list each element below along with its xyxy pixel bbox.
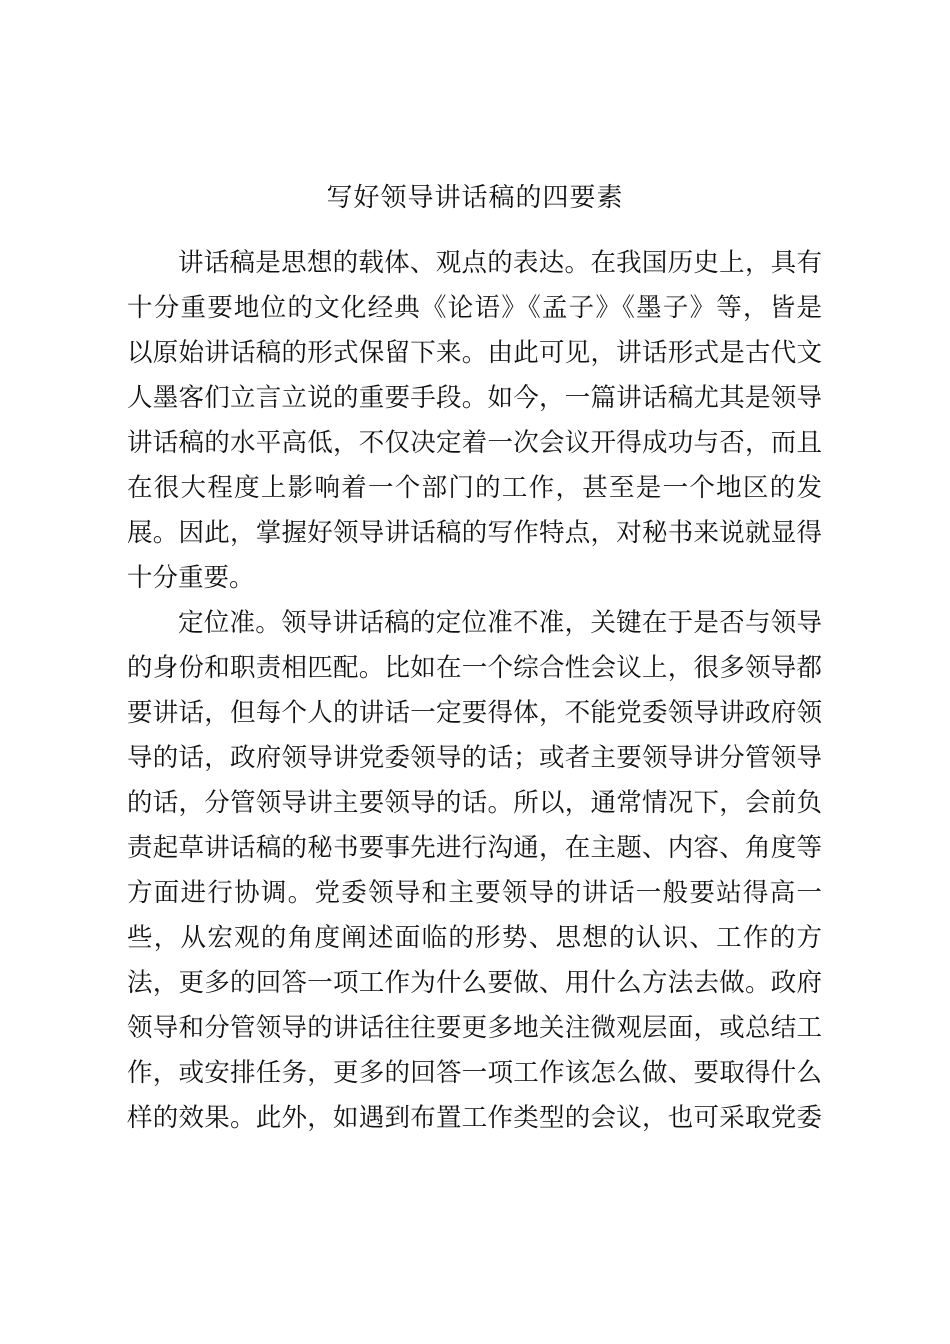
paragraph-line: 以原始讲话稿的形式保留下来。由此可见，讲话形式是古代文 <box>127 338 822 368</box>
paragraph-line: 要讲话，但每个人的讲话一定要得体，不能党委领导讲政府领 <box>127 698 822 728</box>
paragraph-line: 法，更多的回答一项工作为什么要做、用什么方法去做。政府 <box>127 968 822 998</box>
paragraph-line: 讲话稿的水平高低，不仅决定着一次会议开得成功与否，而且 <box>127 428 822 458</box>
paragraph-line: 的身份和职责相匹配。比如在一个综合性会议上，很多领导都 <box>127 653 822 683</box>
paragraph-line: 作，或安排任务，更多的回答一项工作该怎么做、要取得什么 <box>127 1058 822 1088</box>
paragraph-line: 讲话稿是思想的载体、观点的表达。在我国历史上，具有 <box>178 248 822 278</box>
paragraph-line: 样的效果。此外，如遇到布置工作类型的会议，也可采取党委 <box>127 1103 822 1133</box>
paragraph-line: 的话，分管领导讲主要领导的话。所以，通常情况下，会前负 <box>127 788 822 818</box>
paragraph-line: 领导和分管领导的讲话往往要更多地关注微观层面，或总结工 <box>127 1013 822 1043</box>
paragraph-line: 在很大程度上影响着一个部门的工作，甚至是一个地区的发 <box>127 473 822 503</box>
paragraph-positioning <box>127 601 822 1141</box>
paragraph-line: 十分重要。 <box>127 563 255 593</box>
paragraph-line: 方面进行协调。党委领导和主要领导的讲话一般要站得高一 <box>127 878 822 908</box>
paragraph-line: 人墨客们立言立说的重要手段。如今，一篇讲话稿尤其是领导 <box>127 383 822 413</box>
paragraph-intro <box>127 241 822 601</box>
paragraph-line: 责起草讲话稿的秘书要事先进行沟通，在主题、内容、角度等 <box>127 833 822 863</box>
document-title: 写好领导讲话稿的四要素 <box>326 183 624 213</box>
paragraph-line: 导的话，政府领导讲党委领导的话；或者主要领导讲分管领导 <box>127 743 822 773</box>
paragraph-line: 十分重要地位的文化经典《论语》《孟子》《墨子》等，皆是 <box>127 293 822 323</box>
paragraph-line: 展。因此，掌握好领导讲话稿的写作特点，对秘书来说就显得 <box>127 518 822 548</box>
paragraph-line: 些，从宏观的角度阐述面临的形势、思想的认识、工作的方 <box>127 923 822 953</box>
paragraph-line: 定位准。领导讲话稿的定位准不准，关键在于是否与领导 <box>178 608 822 638</box>
document-body <box>127 241 822 1141</box>
